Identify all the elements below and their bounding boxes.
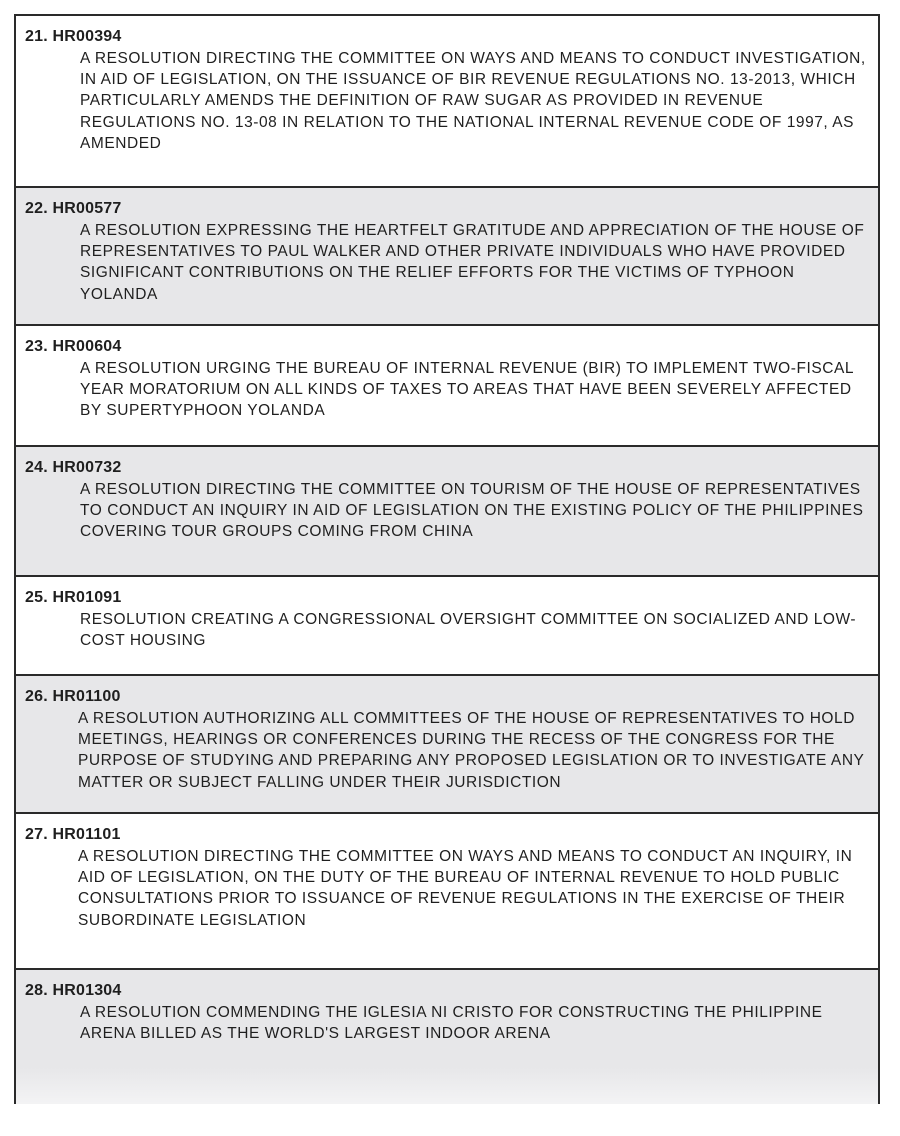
resolution-number: 21. HR00394 <box>25 28 122 45</box>
resolution-text: A RESOLUTION DIRECTING THE COMMITTEE ON TOURISM OF THE HOUSE OF REPRESENTATIVES TO CONDUCT AN INQUIRY IN AID OF LEGISLATION ON THE EXISTING POLICY OF THE PHILIPPINES COVERING TOUR GROUPS COMING FROM CHINA <box>80 481 864 541</box>
resolution-text: A RESOLUTION DIRECTING THE COMMITTEE ON WAYS AND MEANS TO CONDUCT INVESTIGATION, IN AID OF LEGISLATION, ON THE ISSUANCE OF BIR REVENUE REGULATIONS NO. 13-2013, WHICH PARTICULARLY AMENDS THE DEFINITION OF RAW SUGAR AS PROVIDED IN REVENUE REGULATIONS NO. 13-08 IN RELATION TO THE NATIONAL INTERNAL REVENUE CODE OF 1997, AS AMENDED <box>80 50 866 152</box>
resolution-text: A RESOLUTION URGING THE BUREAU OF INTERNAL REVENUE (BIR) TO IMPLEMENT TWO-FISCAL YEAR MORATORIUM ON ALL KINDS OF TAXES TO AREAS THAT HAVE BEEN SEVERELY AFFECTED BY SUPERTYPHOON YOLANDA <box>80 360 854 420</box>
resolution-row-23 <box>16 326 878 447</box>
resolution-row-25 <box>16 577 878 676</box>
resolution-row-27 <box>16 814 878 970</box>
resolution-row-21 <box>16 16 878 188</box>
resolution-text: A RESOLUTION AUTHORIZING ALL COMMITTEES OF THE HOUSE OF REPRESENTATIVES TO HOLD MEETINGS, HEARINGS OR CONFERENCES DURING THE RECESS OF THE CONGRESS FOR THE PURPOSE OF STUDYING AND PREPARING ANY PROPOSED LEGISLATION OR TO INVESTIGATE ANY MATTER OR SUBJECT FALLING UNDER THEIR JURISDICTION <box>78 710 865 791</box>
resolution-list <box>14 14 880 1104</box>
resolution-number: 25. HR01091 <box>25 589 122 606</box>
resolution-number: 23. HR00604 <box>25 338 122 355</box>
resolution-row-24 <box>16 447 878 577</box>
resolution-number: 26. HR01100 <box>25 688 121 705</box>
resolution-text: A RESOLUTION EXPRESSING THE HEARTFELT GRATITUDE AND APPRECIATION OF THE HOUSE OF REPRESENTATIVES TO PAUL WALKER AND OTHER PRIVATE INDIVIDUALS WHO HAVE PROVIDED SIGNIFICANT CONTRIBUTIONS ON THE RELIEF EFFORTS FOR THE VICTIMS OF TYPHOON YOLANDA <box>80 222 865 303</box>
resolution-number: 28. HR01304 <box>25 982 122 999</box>
resolution-row-26 <box>16 676 878 814</box>
resolution-row-22 <box>16 188 878 326</box>
resolution-text: A RESOLUTION COMMENDING THE IGLESIA NI CRISTO FOR CONSTRUCTING THE PHILIPPINE ARENA BILLED AS THE WORLD'S LARGEST INDOOR ARENA <box>80 1004 823 1043</box>
resolution-number: 24. HR00732 <box>25 459 122 476</box>
resolution-text: RESOLUTION CREATING A CONGRESSIONAL OVERSIGHT COMMITTEE ON SOCIALIZED AND LOW-COST HOUSING <box>80 611 857 650</box>
resolution-number: 22. HR00577 <box>25 200 122 217</box>
resolution-text: A RESOLUTION DIRECTING THE COMMITTEE ON WAYS AND MEANS TO CONDUCT AN INQUIRY, IN AID OF LEGISLATION, ON THE DUTY OF THE BUREAU OF INTERNAL REVENUE TO HOLD PUBLIC CONSULTATIONS PRIOR TO ISSUANCE OF REVENUE REGULATIONS IN THE EXERCISE OF THEIR SUBORDINATE LEGISLATION <box>78 848 853 929</box>
resolution-row-28 <box>16 970 878 1104</box>
resolution-number: 27. HR01101 <box>25 826 121 843</box>
